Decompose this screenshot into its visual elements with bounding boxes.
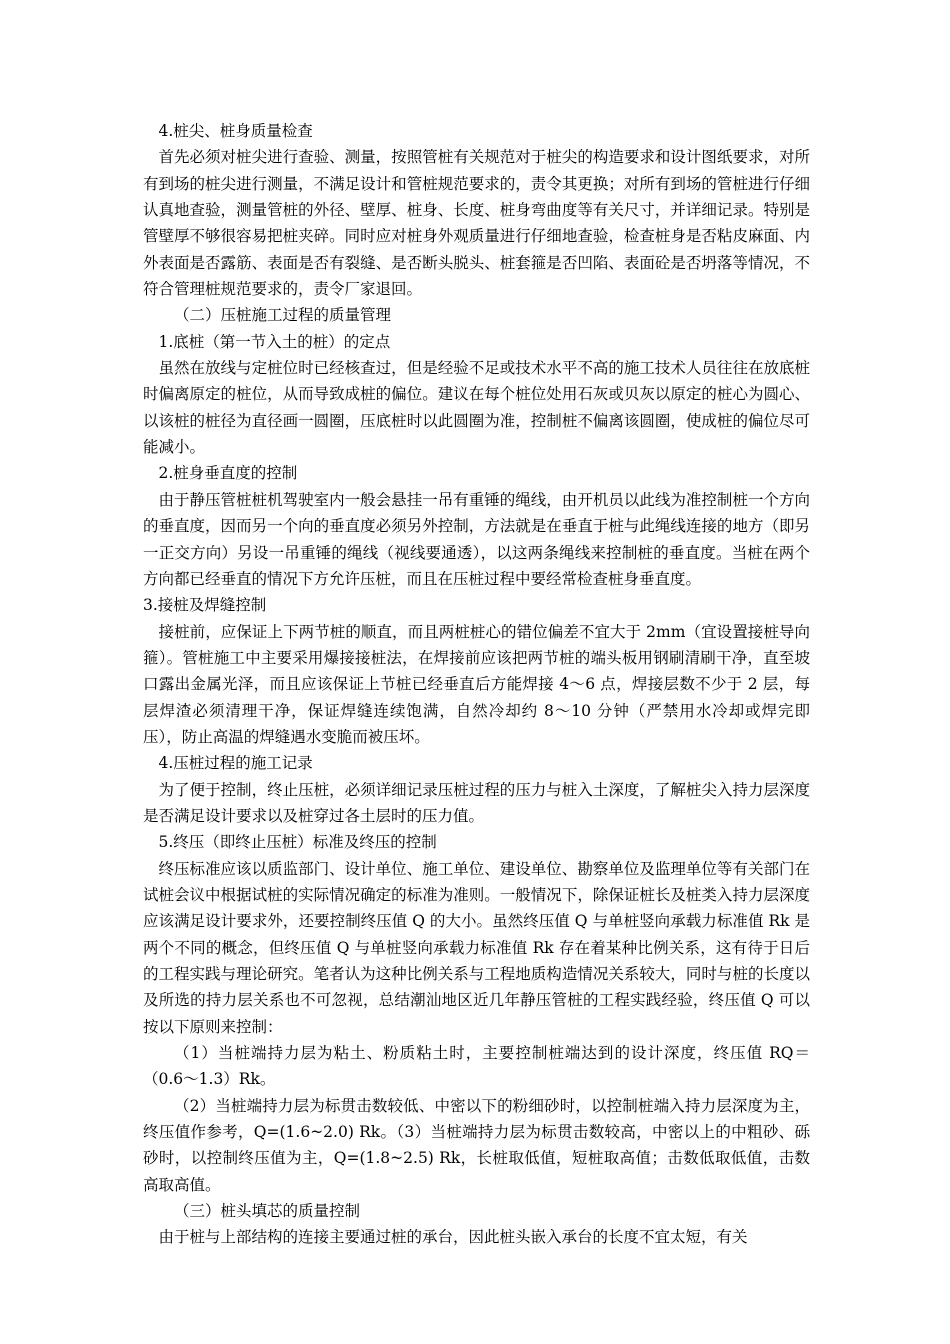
heading-section-3: （三）桩头填芯的质量控制: [174, 1202, 361, 1221]
heading-pile-tip-check: 4.桩尖、桩身质量检查: [158, 122, 313, 140]
paragraph-pile-head: 由于桩与上部结构的连接主要通过桩的承台，因此桩头嵌入承台的长度不宜太短，有关: [158, 1228, 748, 1247]
heading-splice: 3.接桩及焊缝控制: [143, 596, 267, 615]
heading-section-2: （二）压桩施工过程的质量管理: [174, 306, 392, 325]
paragraph-bottom-pile: 虽然在放线与定桩位时已经核查过，但是经验不足或技术水平不高的施工技术人员往往在放底桩时偏离原定的桩位，从而导致成桩的偏位。建议在每个桩位处用石灰或贝灰以原定的桩心为圆心、以该桩的桩径为直径画一圆圈，压底桩时以此圆圈为准，控制桩不偏离该圆圈，使成桩的偏位尽可能减小。: [143, 359, 810, 457]
paragraph-record: 为了便于控制，终止压桩，必须详细记录压桩过程的压力与桩入土深度，了解桩尖入持力层深度是否满足设计要求以及桩穿过各土层时的压力值。: [143, 780, 810, 825]
paragraph-pile-tip-check: 首先必须对桩尖进行查验、测量，按照管桩有关规范对于桩尖的构造要求和设计图纸要求，对所有到场的桩尖进行测量，不满足设计和管桩规范要求的，责令其更换；对所有到场的管桩进行仔细认真地查验，测量管桩的外径、壁厚、桩身、长度、桩身弯曲度等有关尺寸，并详细记录。特别是管壁厚不够很容易把桩夹碎。同时应对桩身外观质量进行仔细地查验，检查桩身是否粘皮麻面、内外表面是否露筋、表面是否有裂缝、是否断头脱头、桩套箍是否凹陷、表面砼是否坍落等情况，不符合管理桩规范要求的，责令厂家退回。: [143, 148, 810, 299]
paragraph-case-1: （1）当桩端持力层为粘土、粉质粘土时，主要控制桩端达到的设计深度，终压值 RQ＝（0.6～1.3）Rk。: [143, 1044, 810, 1089]
document-body: [143, 118, 810, 1251]
paragraph-final-pressure: 终压标准应该以质监部门、设计单位、施工单位、建设单位、勘察单位及监理单位等有关部门在试桩会议中根据试桩的实际情况确定的标准为准则。一般情况下，除保证桩长及桩类入持力层深度应该满足设计要求外，还要控制终压值 Q 的大小。虽然终压值 Q 与单桩竖向承载力标准值 Rk 是两个不同的概念，但终压值 Q 与单桩竖向承载力标准值 Rk 存在着某种比例关系，这有待于日后的工程实践与理论研究。笔者认为这种比例关系与工程地质构造情况关系较大，同时与桩的长度以及所选的持力层关系也不可忽视，总结潮汕地区近几年静压管桩的工程实践经验，终压值 Q 可以按以下原则来控制：: [143, 859, 810, 1036]
heading-bottom-pile: 1.底桩（第一节入土的桩）的定点: [158, 332, 391, 351]
heading-record: 4.压桩过程的施工记录: [158, 754, 313, 773]
heading-verticality: 2.桩身垂直度的控制: [158, 464, 298, 483]
paragraph-case-2-3: （2）当桩端持力层为标贯击数较低、中密以下的粉细砂时，以控制桩端入持力层深度为主，终压值作参考，Q=(1.6~2.0) Rk。（3）当桩端持力层为标贯击数较高，中密以上的中粗砂、砾砂时，以控制终压值为主，Q=(1.8~2.5) Rk，长桩取低值，短桩取高值；击数低取低值，击数高取高值。: [143, 1096, 810, 1194]
heading-final-pressure: 5.终压（即终止压桩）标准及终压的控制: [158, 833, 437, 852]
paragraph-splice: 接桩前，应保证上下两节桩的顺直，而且两桩桩心的错位偏差不宜大于 2mm（宜设置接桩导向箍）。管桩施工中主要采用爆接接桩法，在焊接前应该把两节桩的端头板用钢刷清刷干净，直至坡口露出金属光泽，而且应该保证上节桩已经垂直后方能焊接 4～6 点，焊接层数不少于 2 层，每层焊渣必须清理干净，保证焊缝连续饱满，自然冷却约 8～10 分钟（严禁用水冷却或焊完即压），防止高温的焊缝遇水变脆而被压坏。: [143, 622, 810, 746]
paragraph-verticality: 由于静压管桩桩机驾驶室内一般会悬挂一吊有重锤的绳线，由开机员以此线为准控制桩一个方向的垂直度，因而另一个向的垂直度必须另外控制，方法就是在垂直于桩与此绳线连接的地方（即另一正交方向）另设一吊重锤的绳线（视线要通透），以这两条绳线来控制桩的垂直度。当桩在两个方向都已经垂直的情况下方允许压桩，而且在压桩过程中要经常检查桩身垂直度。: [143, 490, 810, 588]
